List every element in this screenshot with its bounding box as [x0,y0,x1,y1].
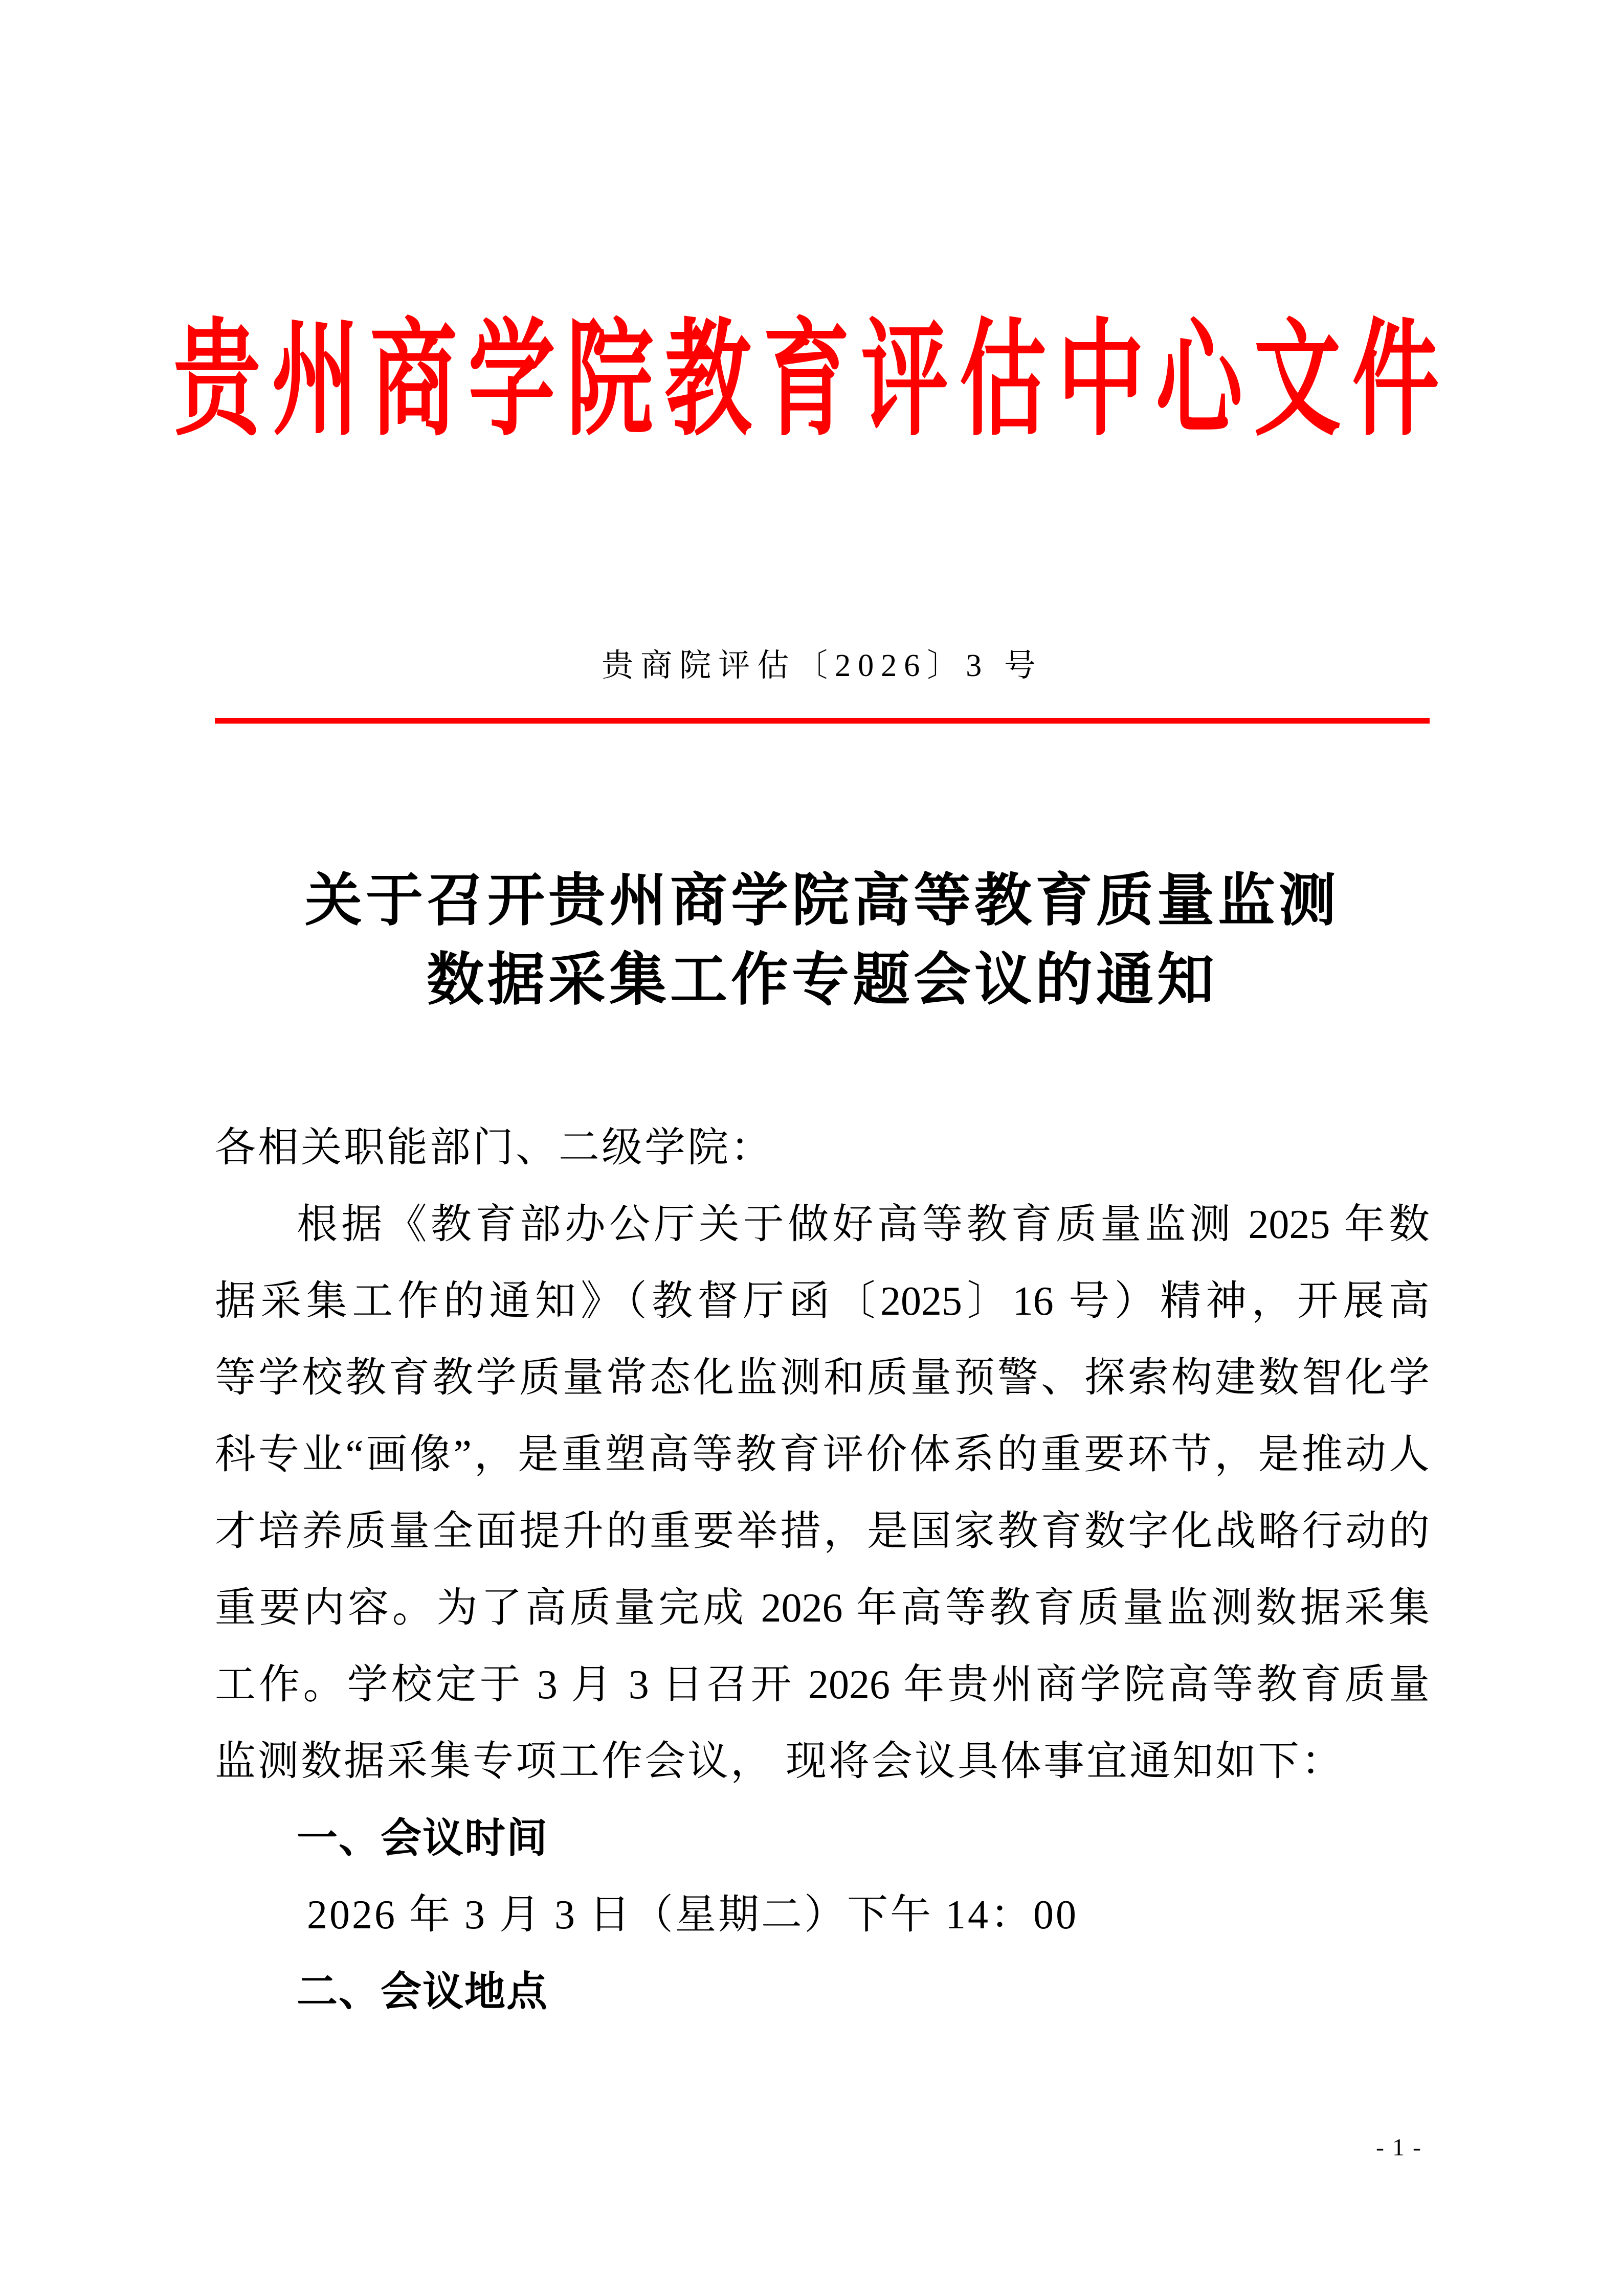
body-line: 等学校教育教学质量常态化监测和质量预警、探索构建数智化学 [215,1356,1430,1401]
body-line: 据采集工作的通知》（教督厅函〔2025〕16 号）精神，开展高 [215,1279,1430,1324]
meeting-time-value: 2026 年 3 月 3 日（星期二）下午 14：00 [307,1893,1078,1938]
section-heading-meeting-place: 二、会议地点 [297,1969,548,2014]
body-salutation-line: 各相关职能部门、二级学院： [215,1126,773,1170]
page-number: - 1 - [1376,2134,1422,2161]
body-line: 重要内容。为了高质量完成 2026 年高等教育质量监测数据采集 [215,1586,1430,1631]
red-divider-line [215,718,1430,724]
body-line: 监测数据采集专项工作会议， 现将会议具体事宜通知如下： [215,1739,1344,1784]
document-number: 贵商院评估〔2026〕3 号 [602,648,1043,683]
notice-title-line2: 数据采集工作专题会议的通知 [427,949,1218,1012]
body-line: 才培养质量全面提升的重要举措，是国家教育数字化战略行动的 [215,1509,1430,1554]
red-letterhead-title: 贵州商学院教育评估中心文件 [173,311,1451,451]
body-line: 科专业“画像”，是重塑高等教育评价体系的重要环节，是推动人 [215,1432,1430,1477]
body-line: 根据《教育部办公厅关于做好高等教育质量监测 2025 年数 [297,1202,1430,1247]
section-heading-meeting-time: 一、会议时间 [297,1815,548,1861]
body-line: 工作。学校定于 3 月 3 日召开 2026 年贵州商学院高等教育质量 [215,1662,1430,1707]
notice-title-line1: 关于召开贵州商学院高等教育质量监测 [305,869,1340,933]
document-body [215,1110,1430,2030]
notice-title [215,862,1430,1020]
